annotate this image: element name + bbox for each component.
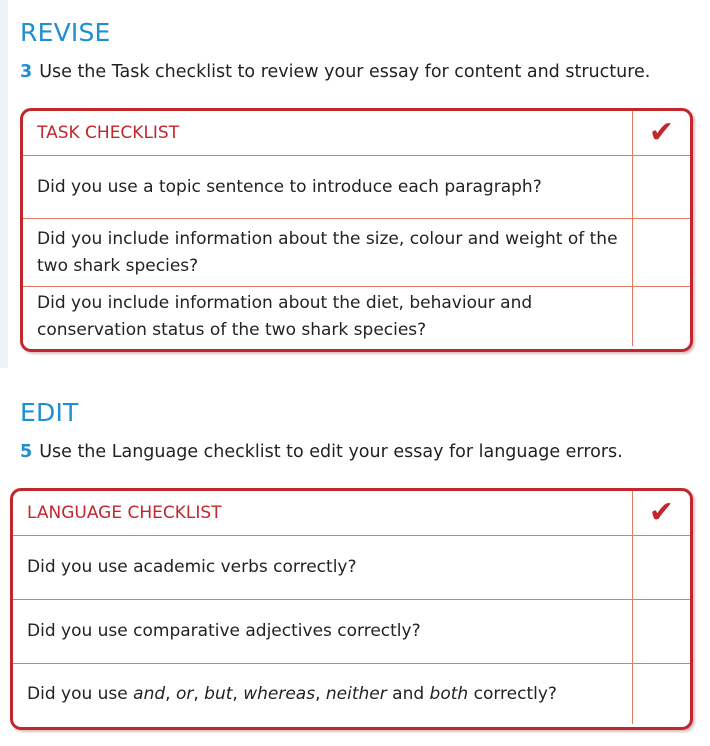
table-header-title: LANGUAGE CHECKLIST (27, 502, 222, 523)
question-text: and (386, 683, 430, 704)
check-box[interactable] (632, 287, 690, 346)
checklist-question: Did you use academic verbs correctly? (27, 557, 357, 577)
task-checklist-table (20, 108, 693, 352)
checklist-row (13, 663, 690, 724)
edit-section (0, 368, 710, 746)
question-text: , (315, 683, 326, 704)
italic-word: or (175, 683, 194, 704)
italic-word: and (133, 683, 166, 704)
checkmark-icon: ✔ (648, 115, 675, 150)
check-box[interactable] (632, 156, 690, 218)
checklist-question: Did you include information about the size, colour and weight of the two shark species? (37, 228, 618, 276)
checklist-question: Did you include information about the diet, behaviour and conservation status of the two shark species? (37, 292, 533, 340)
question-text: , (232, 683, 244, 704)
checklist-question: Did you use comparative adjectives correctly? (27, 621, 421, 641)
checklist-question (13, 664, 632, 724)
table-header-row (13, 491, 690, 535)
italic-word: both (429, 683, 469, 704)
instruction-text: Use the Task checklist to review your essay for content and structure. (39, 62, 651, 82)
instruction-number: 3 (20, 62, 33, 82)
check-column-header (632, 111, 690, 155)
checklist-row (23, 218, 690, 286)
table-header-title: TASK CHECKLIST (37, 122, 180, 143)
checklist-question: Did you use a topic sentence to introduce each paragraph? (37, 176, 542, 197)
checklist-row (13, 599, 690, 663)
checklist-row (23, 155, 690, 218)
revise-heading: REVISE (20, 18, 111, 47)
question-text: , (165, 683, 176, 704)
edit-heading: EDIT (20, 398, 79, 427)
instruction-number: 5 (20, 442, 33, 462)
check-box[interactable] (632, 536, 690, 599)
question-text: correctly? (468, 683, 557, 704)
language-checklist-table (10, 488, 693, 730)
revise-instruction (20, 62, 650, 82)
italic-word: neither (325, 683, 387, 704)
check-box[interactable] (632, 219, 690, 286)
checkmark-icon: ✔ (648, 495, 675, 530)
question-text: , (193, 683, 205, 704)
table-header-row (23, 111, 690, 155)
revise-section (0, 0, 710, 368)
check-box[interactable] (632, 600, 690, 663)
italic-word: but (204, 683, 233, 704)
question-text: Did you use (27, 683, 134, 704)
edit-instruction (20, 442, 623, 462)
checklist-row (13, 535, 690, 599)
instruction-text: Use the Language checklist to edit your essay for language errors. (39, 442, 623, 462)
italic-word: whereas (243, 683, 316, 704)
check-box[interactable] (632, 664, 690, 724)
checklist-row (23, 286, 690, 346)
check-column-header (632, 491, 690, 535)
